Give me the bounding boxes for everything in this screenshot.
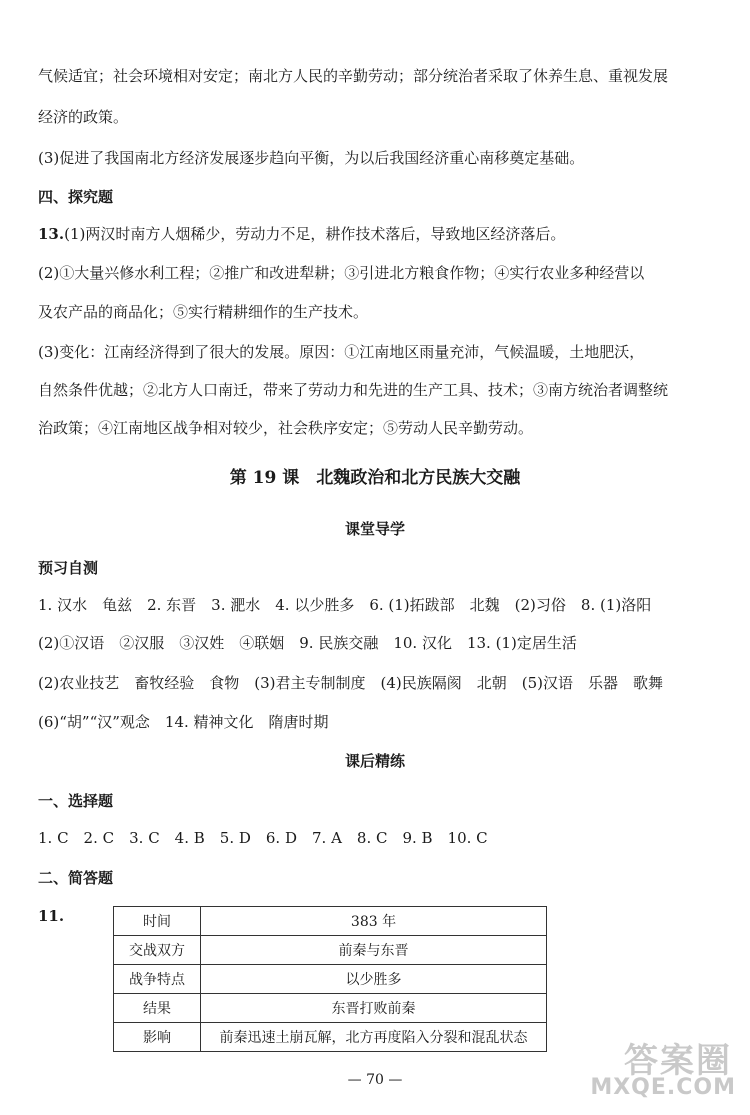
preview-answers-line: (2)①汉语 ②汉服 ③汉姓 ④联姻 9. 民族交融 10. 汉化 13. (1)定居生活 (38, 634, 577, 652)
question-13-part-3: (3)变化：江南经济得到了很大的发展。原因：①江南地区雨量充沛，气候温暖，土地肥沃， (38, 343, 645, 361)
table-key-cell: 时间 (114, 907, 201, 936)
preview-answers-line: (2)农业技艺 畜牧经验 食物 (3)君主专制制度 (4)民族隔阂 北朝 (5)汉语 乐器 歌舞 (38, 674, 663, 692)
section-heading-preview: 预习自测 (38, 559, 99, 577)
watermark-logo (592, 1029, 742, 1109)
answer-text-line: (3)促进了我国南北方经济发展逐步趋向平衡，为以后我国经济重心南移奠定基础。 (38, 149, 585, 167)
question-11-number: 11. (38, 907, 65, 925)
table-value-cell: 前秦迅速土崩瓦解，北方再度陷入分裂和混乱状态 (201, 1023, 547, 1052)
table-value-cell: 383 年 (201, 907, 547, 936)
table-row (114, 936, 547, 965)
answer-text: (1)两汉时南方人烟稀少，劳动力不足，耕作技术落后，导致地区经济落后。 (64, 225, 566, 243)
table-value-cell: 以少胜多 (201, 965, 547, 994)
table-row (114, 907, 547, 936)
battle-info-table (113, 906, 547, 1052)
question-13-part-2: (2)①大量兴修水利工程；②推广和改进犁耕；③引进北方粮食作物；④实行农业多种经营以 (38, 264, 645, 282)
choice-answers: 1. C 2. C 3. C 4. B 5. D 6. D 7. A 8. C 9. B 10. C (38, 829, 488, 847)
answer-text-line: 气候适宜；社会环境相对安定；南北方人民的辛勤劳动；部分统治者采取了休养生息、重视发展 (38, 67, 669, 85)
table-row (114, 965, 547, 994)
section-heading-short-answer: 二、简答题 (38, 869, 114, 887)
table-key-cell: 结果 (114, 994, 201, 1023)
table-key-cell: 交战双方 (114, 936, 201, 965)
preview-answers-line: 1. 汉水 龟兹 2. 东晋 3. 淝水 4. 以少胜多 6. (1)拓跋部 北魏 (2)习俗 8. (1)洛阳 (38, 596, 652, 614)
watermark-url: MXQE.COM (590, 1075, 736, 1100)
table-value-cell: 前秦与东晋 (201, 936, 547, 965)
preview-answers-line: (6)“胡”“汉”观念 14. 精神文化 隋唐时期 (38, 713, 329, 731)
answer-text-line: 经济的政策。 (38, 108, 129, 126)
question-13-part-1 (38, 224, 714, 244)
section-heading-explore: 四、探究题 (38, 188, 114, 206)
table-value-cell: 东晋打败前秦 (201, 994, 547, 1023)
subsection-class-guide: 课堂导学 (344, 520, 405, 538)
table-key-cell: 战争特点 (114, 965, 201, 994)
watermark-text: 答案圈 (624, 1041, 732, 1081)
question-13-part-2-cont: 及农产品的商品化；⑤实行精耕细作的生产技术。 (38, 303, 369, 321)
section-heading-choice: 一、选择题 (38, 792, 114, 810)
question-13-part-3-cont: 自然条件优越；②北方人口南迁，带来了劳动力和先进的生产工具、技术；③南方统治者调整统 (38, 381, 669, 399)
subsection-after-class: 课后精练 (344, 752, 405, 770)
table-row (114, 1023, 547, 1052)
page-number: — 70 — (347, 1072, 403, 1088)
question-number: 13. (38, 225, 65, 243)
lesson-title: 第 19 课 北魏政治和北方民族大交融 (229, 468, 521, 488)
table-row (114, 994, 547, 1023)
table-key-cell: 影响 (114, 1023, 201, 1052)
question-13-part-3-cont: 治政策；④江南地区战争相对较少，社会秩序安定；⑤劳动人民辛勤劳动。 (38, 419, 534, 437)
